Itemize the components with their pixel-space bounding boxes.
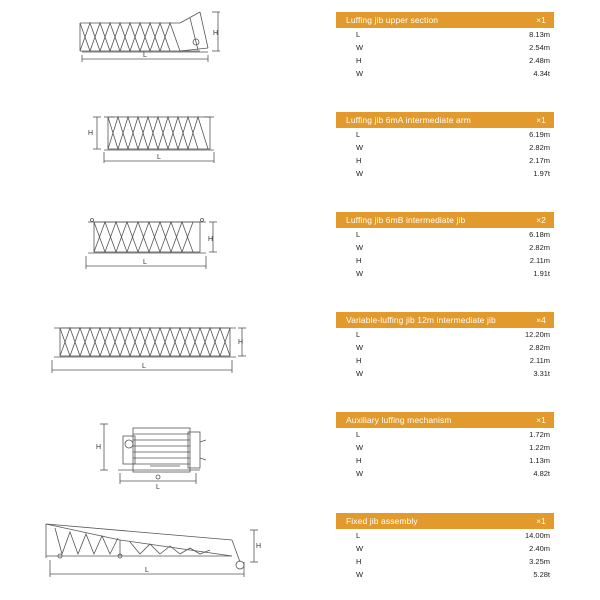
spec-row-length: L 1.72m [356,430,550,439]
spec-header [336,412,554,428]
luffing-jib-upper-height-label: H [213,30,219,37]
6ma-arm-diagram [0,100,330,200]
spec-row-width: W 2.82m [356,143,550,152]
component-row-6ma-arm [0,100,600,200]
spec-title: Auxiliary luffing mechanism [346,415,452,425]
spec-row-width: W 2.40m [356,544,550,553]
luffing-jib-upper-spec-table [336,12,554,80]
fixed-jib-height-label: H [256,543,262,550]
6mb-jib-spec-table [336,212,554,280]
spec-row-width: W 1.22m [356,443,550,452]
spec-row-height: H 2.48m [356,56,550,65]
spec-title: Variable-luffing jib 12m intermediate jib [346,315,496,325]
spec-header [336,12,554,28]
spec-row-height: H 2.17m [356,156,550,165]
12m-jib-spec-table [336,312,554,380]
spec-row-height: H 3.25m [356,557,550,566]
spec-row-weight: W 1.91t [356,269,550,278]
spec-header [336,312,554,328]
spec-row-width: W 2.54m [356,43,550,52]
spec-qty: ×2 [536,215,546,225]
spec-row-length: L 14.00m [356,531,550,540]
spec-row-weight: W 5.28t [356,570,550,579]
fixed-jib-length-label: L [145,567,149,574]
spec-row-weight: W 1.97t [356,169,550,178]
aux-luffing-spec-table [336,412,554,480]
spec-row-length: L 6.19m [356,130,550,139]
spec-title: Luffing jib 6mB intermediate jib [346,215,466,225]
aux-luffing-drawing [0,400,330,500]
6ma-arm-drawing [0,100,330,200]
12m-jib-height-label: H [238,339,244,346]
spec-header [336,513,554,529]
luffing-jib-upper-length-label: L [143,52,147,59]
fixed-jib-spec-table [336,513,554,581]
spec-qty: ×4 [536,315,546,325]
aux-luffing-height-label: H [96,444,102,451]
component-row-luffing-jib-upper [0,0,600,100]
6mb-jib-diagram [0,200,330,300]
aux-luffing-length-label: L [156,484,160,491]
spec-row-length: L 8.13m [356,30,550,39]
spec-row-weight: W 4.34t [356,69,550,78]
spec-row-height: H 2.11m [356,356,550,365]
spec-row-length: L 6.18m [356,230,550,239]
spec-row-width: W 2.82m [356,243,550,252]
component-row-12m-jib [0,300,600,400]
spec-title: Luffing jib 6mA intermediate arm [346,115,471,125]
6ma-arm-spec-table [336,112,554,180]
luffing-jib-upper-drawing [0,0,330,100]
12m-jib-drawing [0,300,330,400]
6mb-jib-length-label: L [143,259,147,266]
6mb-jib-height-label: H [208,236,214,243]
spec-qty: ×1 [536,415,546,425]
spec-qty: ×1 [536,516,546,526]
spec-row-height: H 2.11m [356,256,550,265]
fixed-jib-diagram [0,500,330,600]
component-row-6mb-jib [0,200,600,300]
spec-row-height: H 1.13m [356,456,550,465]
spec-qty: ×1 [536,15,546,25]
spec-row-width: W 2.82m [356,343,550,352]
12m-jib-diagram [0,300,330,400]
spec-header [336,112,554,128]
6mb-jib-drawing [0,200,330,300]
component-row-aux-luffing [0,400,600,500]
spec-qty: ×1 [536,115,546,125]
spec-title: Fixed jib assembly [346,516,418,526]
spec-title: Luffing jib upper section [346,15,439,25]
aux-luffing-diagram [0,400,330,500]
fixed-jib-drawing [0,500,330,600]
6ma-arm-length-label: L [157,154,161,161]
12m-jib-length-label: L [142,363,146,370]
spec-header [336,212,554,228]
spec-row-length: L 12.20m [356,330,550,339]
luffing-jib-upper-diagram [0,0,330,100]
6ma-arm-height-label: H [88,130,94,137]
spec-row-weight: W 4.82t [356,469,550,478]
component-row-fixed-jib [0,500,600,600]
spec-row-weight: W 3.31t [356,369,550,378]
